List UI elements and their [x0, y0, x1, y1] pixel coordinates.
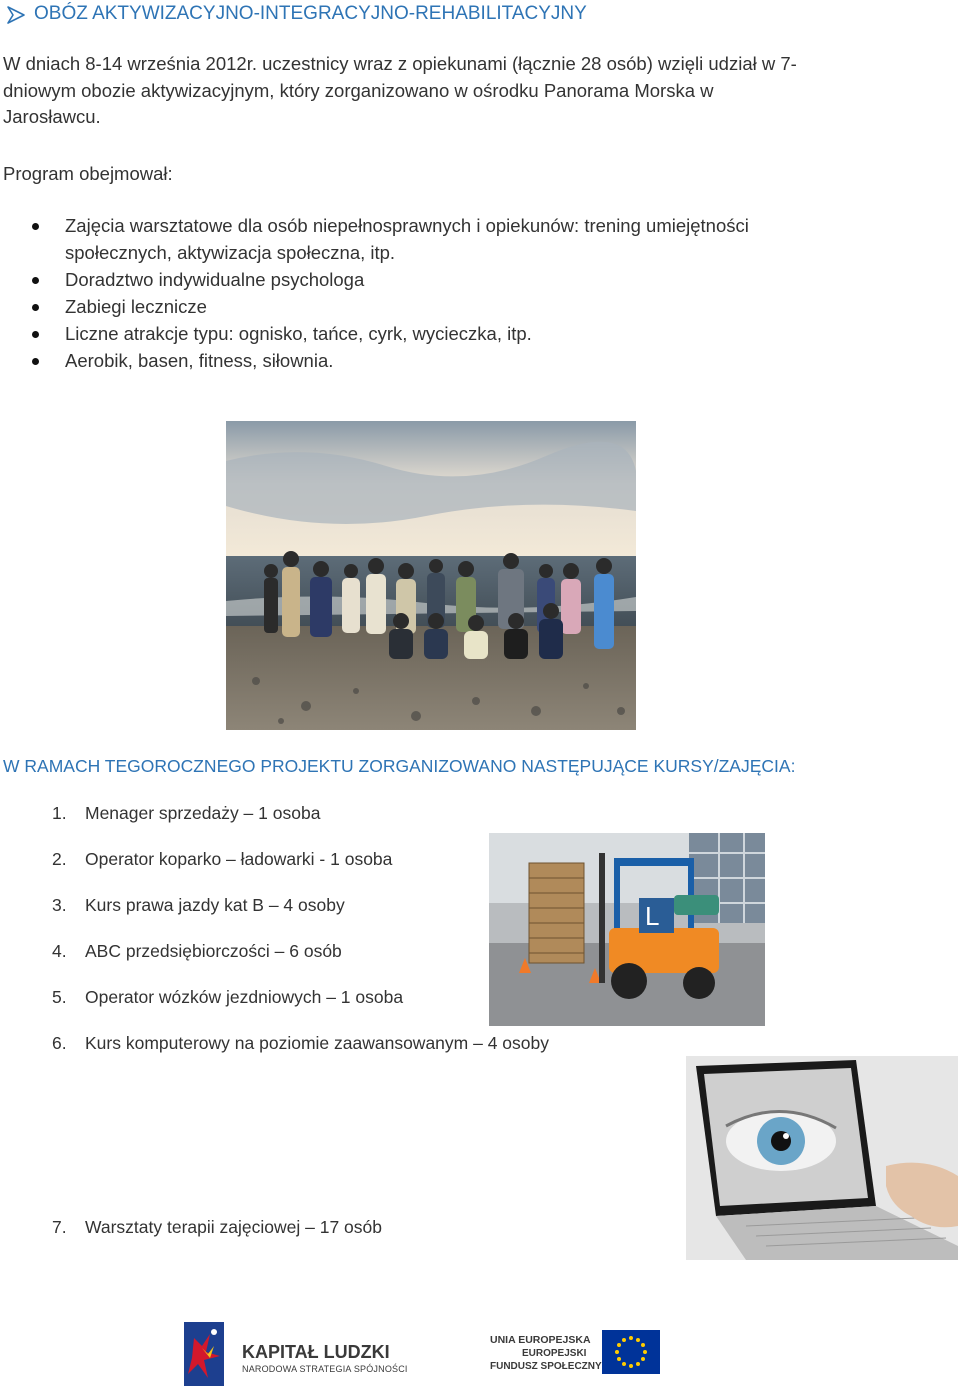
kapital-ludzki-emblem-icon [180, 1318, 232, 1390]
bullet-dot-icon [32, 331, 39, 338]
bullet-dot-icon [32, 304, 39, 311]
eu-flag-icon [602, 1330, 660, 1374]
bullet-dot-icon [32, 277, 39, 284]
list-item: Liczne atrakcje typu: ognisko, tańce, cyrk, wycieczka, itp. [0, 320, 900, 347]
forklift-photo [489, 833, 765, 1026]
intro-line: W dniach 8-14 września 2012r. uczestnicy wraz z opiekunami (łącznie 28 osób) wzięli udział w 7- [3, 53, 797, 74]
section-heading-camp: OBÓZ AKTYWIZACYJNO-INTEGRACYJNO-REHABILITACYJNY [34, 3, 587, 24]
eu-line-1: UNIA EUROPEJSKA [490, 1334, 591, 1346]
list-item: Zajęcia warsztatowe dla osób niepełnosprawnych i opiekunów: trening umiejętności społecznych, aktywizacja społeczna, itp. [0, 212, 900, 266]
bullet-dot-icon [32, 223, 39, 230]
kapital-ludzki-subtitle: NARODOWA STRATEGIA SPÓJNOŚCI [242, 1364, 408, 1374]
program-list [0, 212, 900, 374]
intro-line: dniowym obozie aktywizacyjnym, który zorganizowano w ośrodku Panorama Morska w [3, 79, 714, 101]
eu-line-3: FUNDUSZ SPOŁECZNY [490, 1361, 602, 1372]
arrow-right-outline-icon [6, 5, 28, 25]
program-label: Program obejmował: [3, 163, 173, 184]
intro-line: Jarosławcu. [3, 106, 101, 127]
course-item: 7. Warsztaty terapii zajęciowej – 17 osób [52, 1217, 382, 1237]
course-item: 4. ABC przedsiębiorczości – 6 osób [52, 941, 342, 961]
svg-text:L: L [645, 901, 660, 931]
eu-social-fund-logo [490, 1330, 675, 1380]
course-item: 6. Kurs komputerowy na poziomie zaawansowanym – 4 osoby [52, 1033, 549, 1053]
course-item: 3. Kurs prawa jazdy kat B – 4 osoby [52, 895, 345, 915]
course-item: 1. Menager sprzedaży – 1 osoba [52, 803, 321, 823]
eu-line-2: EUROPEJSKI [522, 1348, 587, 1359]
course-item: 2. Operator koparko – ładowarki - 1 osoba [52, 849, 393, 869]
kapital-ludzki-logo [180, 1318, 420, 1390]
bullet-dot-icon [32, 358, 39, 365]
intro-paragraph [3, 51, 883, 131]
kapital-ludzki-title: KAPITAŁ LUDZKI [242, 1342, 390, 1362]
courses-section-title: W RAMACH TEGOROCZNEGO PROJEKTU ZORGANIZOWANO NASTĘPUJĄCE KURSY/ZAJĘCIA: [3, 756, 796, 776]
list-item: Doradztwo indywidualne psychologa [0, 266, 900, 293]
laptop-eye-photo [686, 1056, 958, 1260]
group-beach-photo [226, 421, 636, 730]
list-item: Aerobik, basen, fitness, siłownia. [0, 347, 900, 374]
list-item: Zabiegi lecznicze [0, 293, 900, 320]
course-item: 5. Operator wózków jezdniowych – 1 osoba [52, 987, 404, 1007]
